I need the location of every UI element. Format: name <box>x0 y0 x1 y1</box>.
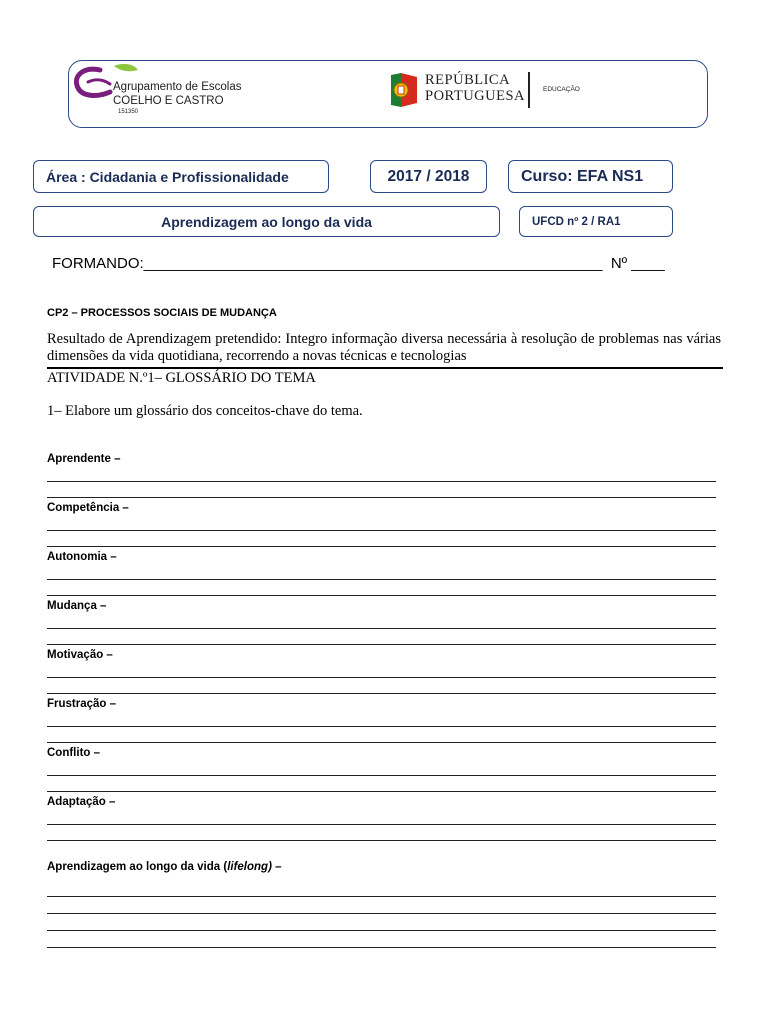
ufcd-field: UFCD nº 2 / RA1 <box>519 206 673 237</box>
glossary-term: Frustração – <box>47 698 117 710</box>
answer-line[interactable] <box>47 913 716 914</box>
header-divider <box>528 72 530 108</box>
portugal-flag-icon <box>389 71 419 109</box>
answer-line[interactable] <box>47 481 716 482</box>
answer-line[interactable] <box>47 677 716 678</box>
answer-line[interactable] <box>47 930 716 931</box>
department-label: EDUCAÇÃO <box>543 86 580 93</box>
glossary-term: Conflito – <box>47 747 101 759</box>
answer-line[interactable] <box>47 824 716 825</box>
learning-outcome: Resultado de Aprendizagem pretendido: Integro informação diversa necessária à resolução de problemas nas várias dimensões da vida quotidiana, recorrendo a novas técnicas e tecnologias <box>47 331 721 364</box>
area-field: Área : Cidadania e Profissionalidade <box>33 160 329 193</box>
section-title: CP2 – PROCESSOS SOCIAIS DE MUDANÇA <box>47 307 277 319</box>
answer-line[interactable] <box>47 775 716 776</box>
answer-line[interactable] <box>47 726 716 727</box>
activity-instruction: 1– Elabore um glossário dos conceitos-chave do tema. <box>47 403 363 419</box>
answer-line[interactable] <box>47 791 716 792</box>
activity-title: ATIVIDADE N.º1– GLOSSÁRIO DO TEMA <box>47 370 316 386</box>
answer-line[interactable] <box>47 693 716 694</box>
student-name-line[interactable]: FORMANDO:_______________________________________________________ Nº ____ <box>52 255 665 272</box>
glossary-term: Aprendente – <box>47 453 121 465</box>
section-divider <box>47 367 723 369</box>
answer-line[interactable] <box>47 840 716 841</box>
header-logo-box <box>68 60 708 128</box>
answer-line[interactable] <box>47 546 716 547</box>
school-name: Agrupamento de Escolas <box>113 81 242 93</box>
glossary-term-lifelong: Aprendizagem ao longo da vida (lifelong) – <box>47 861 282 873</box>
answer-line[interactable] <box>47 644 716 645</box>
glossary-term: Motivação – <box>47 649 113 661</box>
glossary-term: Competência – <box>47 502 129 514</box>
glossary-term: Mudança – <box>47 600 107 612</box>
glossary-term: Adaptação – <box>47 796 116 808</box>
glossary-term: Autonomia – <box>47 551 117 563</box>
school-year-field: 2017 / 2018 <box>370 160 487 193</box>
answer-line[interactable] <box>47 530 716 531</box>
course-field: Curso: EFA NS1 <box>508 160 673 193</box>
answer-line[interactable] <box>47 896 716 897</box>
answer-line[interactable] <box>47 595 716 596</box>
school-name-secondary: COELHO E CASTRO <box>113 95 224 107</box>
school-code: 151350 <box>118 109 139 115</box>
republic-name-secondary: PORTUGUESA <box>425 88 526 104</box>
answer-line[interactable] <box>47 947 716 948</box>
answer-line[interactable] <box>47 579 716 580</box>
republic-name: REPÚBLICA <box>425 72 511 88</box>
answer-line[interactable] <box>47 628 716 629</box>
answer-line[interactable] <box>47 497 716 498</box>
answer-line[interactable] <box>47 742 716 743</box>
module-title-field: Aprendizagem ao longo da vida <box>33 206 500 237</box>
